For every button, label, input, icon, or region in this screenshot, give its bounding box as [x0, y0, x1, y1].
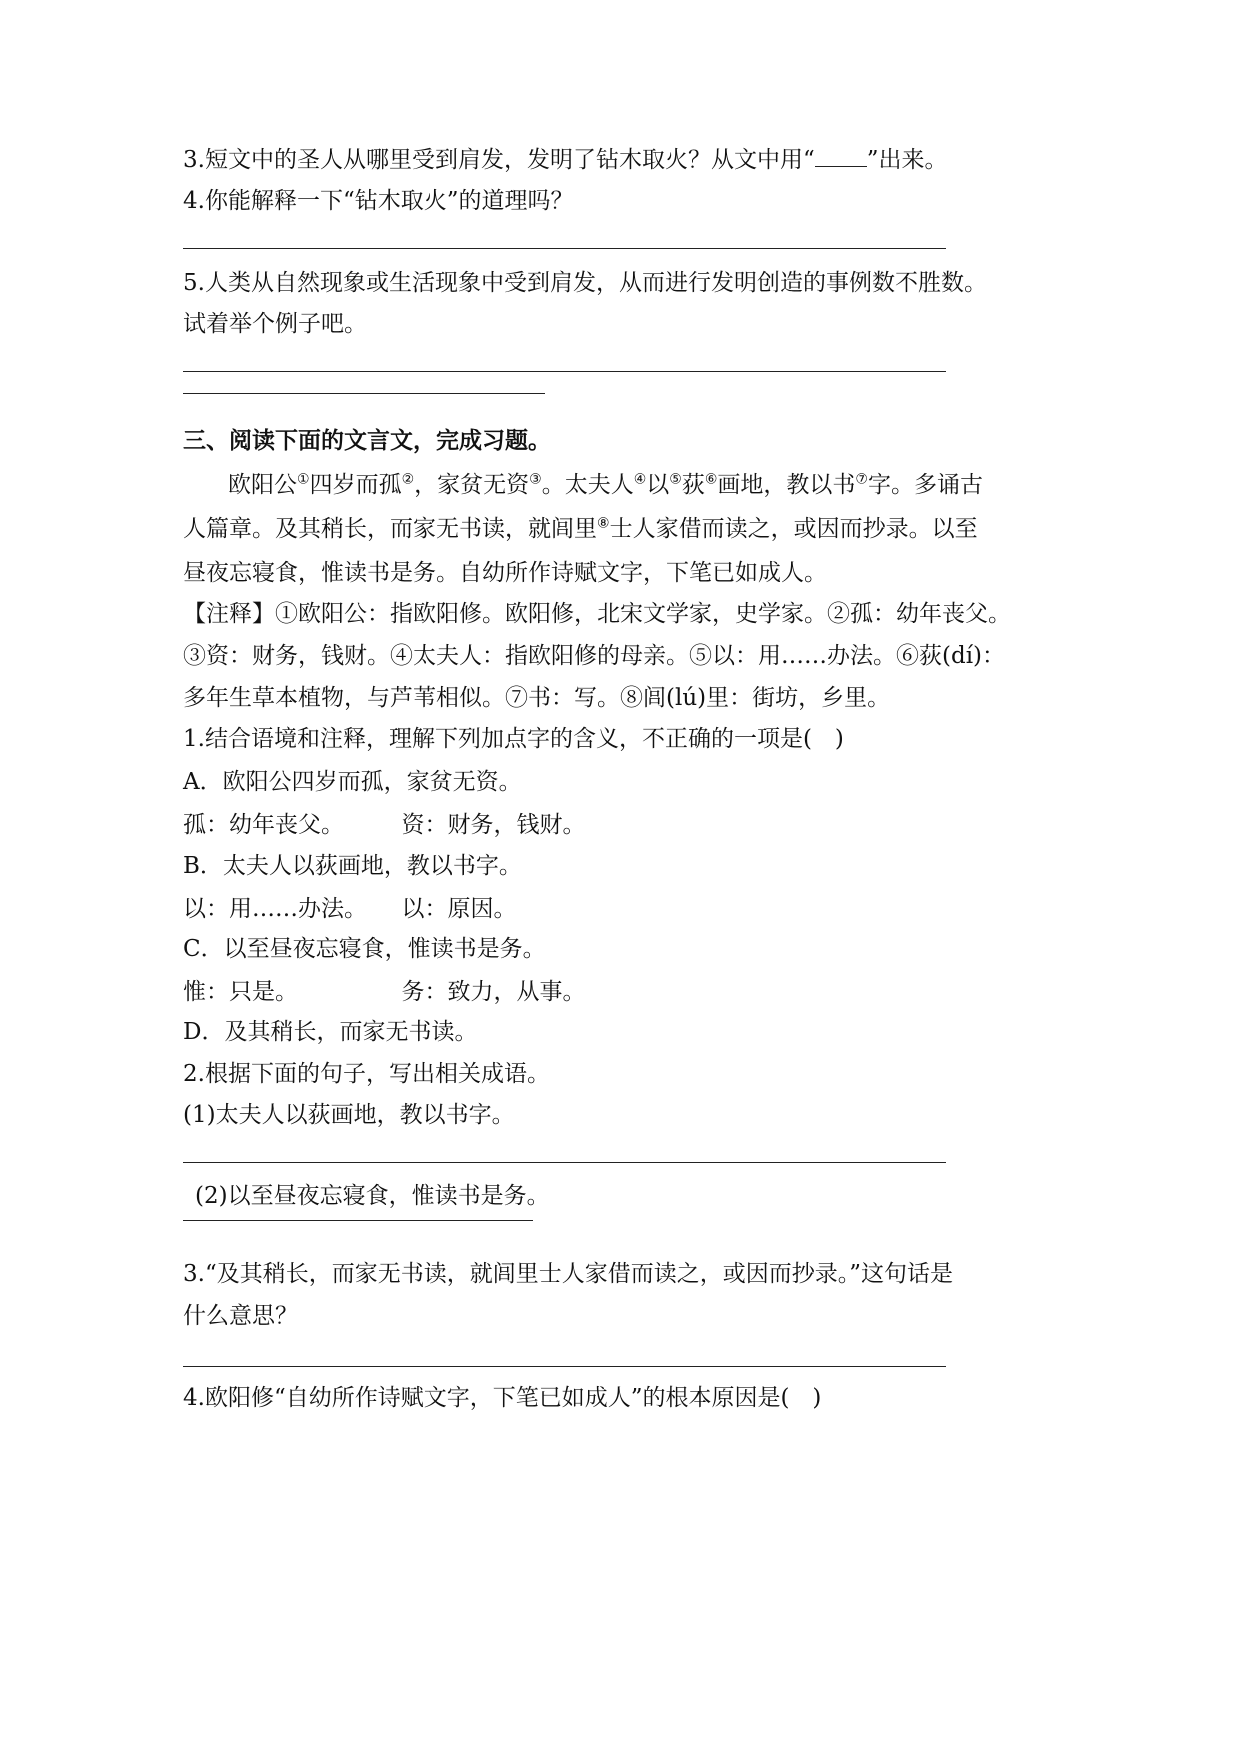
note-marker: ⑧: [597, 515, 610, 532]
question-5-line-2: 试着举个例子吧。: [183, 311, 367, 337]
answer-blank[interactable]: [815, 146, 867, 167]
question-3-text-end: ”出来。: [866, 147, 948, 173]
question-3: [183, 145, 947, 175]
passage-text: 四岁而孤: [309, 472, 402, 498]
passage-text: 字。多诵古: [867, 472, 983, 498]
passage-line-1: [228, 470, 983, 500]
notes-line-2: ③资：财务，钱财。④太夫人：指欧阳修的母亲。⑤以：用……办法。⑥荻(dí)：: [183, 643, 1006, 669]
passage-text: 人篇章。及其稍长，而家无书读，就闾里: [183, 516, 597, 542]
question-3-text: 3.短文中的圣人从哪里受到肩发，发明了钻木取火？从文中用“: [183, 147, 815, 173]
q1-option-d[interactable]: D．及其稍长，而家无书读。: [183, 1019, 478, 1045]
notes-line-1: 【注释】①欧阳公：指欧阳修。欧阳修，北宋文学家，史学家。②孤：幼年丧父。: [183, 601, 1011, 627]
passage-text: 荻: [681, 472, 705, 498]
note-marker: ⑥: [704, 471, 718, 488]
q1-option-a[interactable]: A．欧阳公四岁而孤，家贫无资。: [183, 769, 522, 795]
q1-option-b-gloss: 以：用……办法。 以：原因。: [183, 896, 517, 922]
q1-option-c[interactable]: C．以至昼夜忘寝食，惟读书是务。: [183, 936, 546, 962]
answer-line[interactable]: [183, 248, 946, 249]
note-marker: ④: [633, 471, 647, 488]
q1-stem: 1.结合语境和注释，理解下列加点字的含义，不正确的一项是( ): [183, 726, 844, 752]
note-marker: ①: [297, 471, 310, 488]
q3-line-2: 什么意思？: [183, 1303, 298, 1329]
passage-line-3: 昼夜忘寝食，惟读书是务。自幼所作诗赋文字，下笔已如成人。: [183, 560, 827, 586]
passage-text: 欧阳公: [228, 472, 297, 498]
section-3-title: 三、阅读下面的文言文，完成习题。: [183, 427, 551, 454]
q1-option-a-gloss: 孤：幼年丧父。 资：财务，钱财。: [183, 812, 586, 838]
passage-line-2: [183, 514, 978, 544]
q2-sentence-1: (1)太夫人以荻画地，教以书字。: [183, 1102, 515, 1128]
answer-line-short[interactable]: [183, 393, 545, 394]
passage-text: 画地，教以书: [717, 472, 856, 498]
answer-line[interactable]: [183, 1366, 946, 1367]
passage-text: ，家贫无资: [414, 472, 530, 498]
question-4: 4.你能解释一下“钻木取火”的道理吗？: [183, 188, 574, 214]
notes-line-3: 多年生草本植物，与芦苇相似。⑦书：写。⑧闾(lú)里：街坊，乡里。: [183, 685, 891, 711]
question-5-line-1: 5.人类从自然现象或生活现象中受到肩发，从而进行发明创造的事例数不胜数。: [183, 270, 987, 296]
note-marker: ②: [401, 471, 415, 488]
passage-text: 士人家借而读之，或因而抄录。以至: [609, 516, 978, 542]
q1-option-b[interactable]: B．太夫人以荻画地，教以书字。: [183, 853, 522, 879]
q1-option-c-gloss: 惟：只是。 务：致力，从事。: [183, 979, 586, 1005]
q4-stem: 4.欧阳修“自幼所作诗赋文字，下笔已如成人”的根本原因是( ): [183, 1385, 822, 1411]
passage-text: 以: [646, 472, 670, 498]
answer-line-short[interactable]: [183, 1220, 533, 1221]
answer-line[interactable]: [183, 1162, 946, 1163]
q2-sentence-2: (2)以至昼夜忘寝食，惟读书是务。: [195, 1183, 550, 1209]
passage-text: 。太夫人: [541, 472, 634, 498]
q2-stem: 2.根据下面的句子，写出相关成语。: [183, 1061, 550, 1087]
note-marker: ⑦: [855, 471, 868, 488]
note-marker: ⑤: [669, 471, 682, 488]
q3-line-1: 3.“及其稍长，而家无书读，就闾里士人家借而读之，或因而抄录。”这句话是: [183, 1261, 953, 1287]
answer-line[interactable]: [183, 371, 946, 372]
note-marker: ③: [529, 471, 542, 488]
